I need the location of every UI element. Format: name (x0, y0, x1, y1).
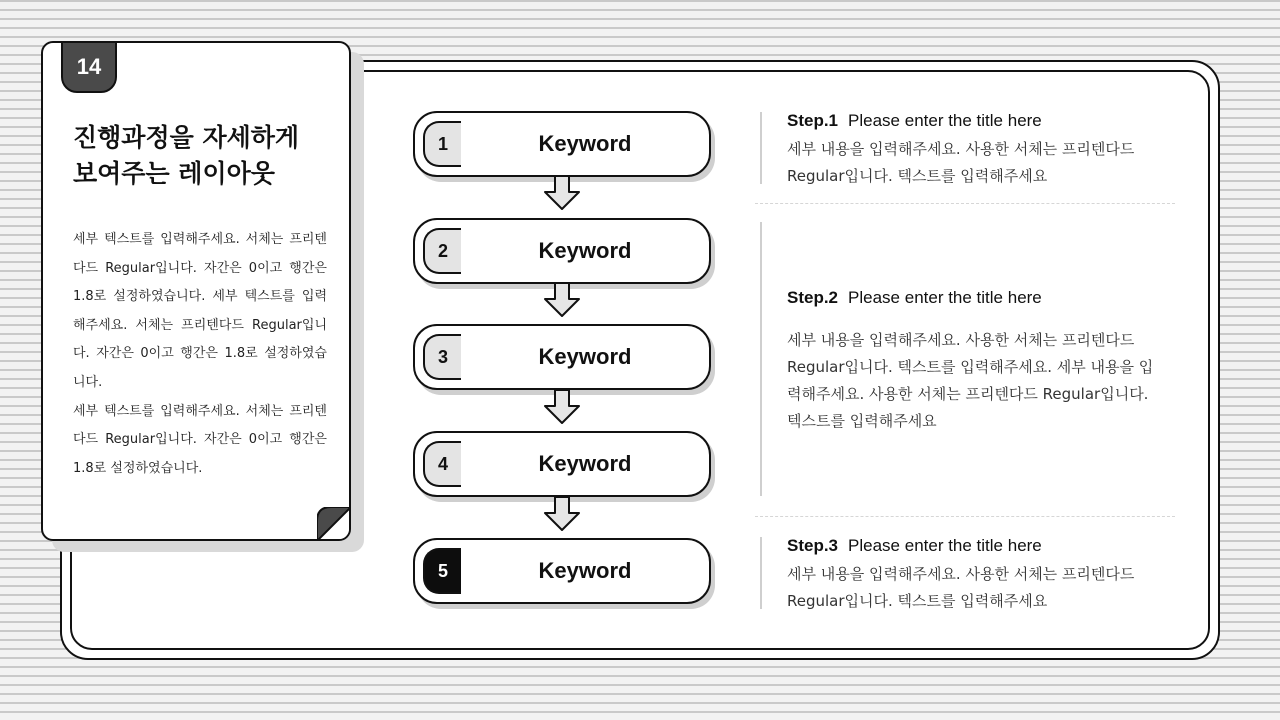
step-detail-2 (787, 287, 1167, 435)
dotted-separator (755, 516, 1175, 517)
step-detail-text: 세부 내용을 입력해주세요. 사용한 서체는 프리텐다드 Regular입니다. 텍스트를 입력해주세요. 세부 내용을 입력해주세요. 사용한 서체는 프리텐다드 Regular입니다. 텍스트를 입력해주세요 (787, 331, 1154, 430)
page-number-tab (61, 41, 117, 93)
step-number-2: 2 (423, 228, 461, 274)
arrow-down-icon (542, 281, 582, 319)
step-detail-heading: Please enter the title here (848, 288, 1042, 307)
intro-card (41, 41, 351, 541)
step-number-4: 4 (423, 441, 461, 487)
page-number: 14 (76, 54, 102, 79)
detail-divider-2 (760, 222, 762, 496)
step-detail-heading: Please enter the title here (848, 111, 1042, 130)
step-detail-key: Step.3 (787, 536, 839, 555)
step-box-4 (413, 431, 711, 497)
dotted-separator (755, 203, 1175, 204)
step-box-1 (413, 111, 711, 177)
card-title-line-2: 보여주는 레이아웃 (73, 159, 275, 188)
detail-divider-3 (760, 537, 762, 609)
step-detail-3 (787, 535, 1167, 615)
step-detail-key: Step.1 (787, 111, 839, 130)
step-box-2 (413, 218, 711, 284)
step-detail-title (787, 535, 1167, 557)
page-fold-icon (317, 507, 351, 541)
step-number-5: 5 (423, 548, 461, 594)
arrow-down-icon (542, 495, 582, 533)
detail-divider-1 (760, 112, 762, 184)
step-label-4: Keyword (538, 451, 632, 476)
step-box-3 (413, 324, 711, 390)
arrow-down-icon (542, 174, 582, 212)
card-body-paragraph-1: 세부 텍스트를 입력해주세요. 서체는 프리텐다드 Regular입니다. 자간은 0이고 행간은 1.8로 설정하였습니다. 세부 텍스트를 입력해주세요. 서체는 프리텐다드 Regular입니다. 자간은 0이고 행간은 1.8로 설정하였습니다. (73, 232, 327, 390)
arrow-down-icon (542, 388, 582, 426)
step-number-1: 1 (423, 121, 461, 167)
card-body-paragraph-2: 세부 텍스트를 입력해주세요. 서체는 프리텐다드 Regular입니다. 자간은 0이고 행간은 1.8로 설정하였습니다. (73, 403, 327, 476)
step-detail-heading: Please enter the title here (848, 536, 1042, 555)
step-label-1: Keyword (538, 131, 632, 156)
step-detail-1 (787, 110, 1167, 190)
step-detail-title (787, 287, 1167, 309)
step-label-5: Keyword (538, 558, 632, 583)
step-label-3: Keyword (538, 344, 632, 369)
step-detail-text: 세부 내용을 입력해주세요. 사용한 서체는 프리텐다드 Regular입니다. 텍스트를 입력해주세요 (787, 140, 1135, 185)
card-title (73, 120, 333, 192)
step-number-3: 3 (423, 334, 461, 380)
step-detail-text: 세부 내용을 입력해주세요. 사용한 서체는 프리텐다드 Regular입니다. 텍스트를 입력해주세요 (787, 565, 1135, 610)
step-label-2: Keyword (538, 238, 632, 263)
card-title-line-1: 진행과정을 자세하게 (73, 123, 300, 152)
step-detail-key: Step.2 (787, 288, 839, 307)
step-box-5 (413, 538, 711, 604)
card-body (73, 226, 327, 483)
step-detail-title (787, 110, 1167, 132)
